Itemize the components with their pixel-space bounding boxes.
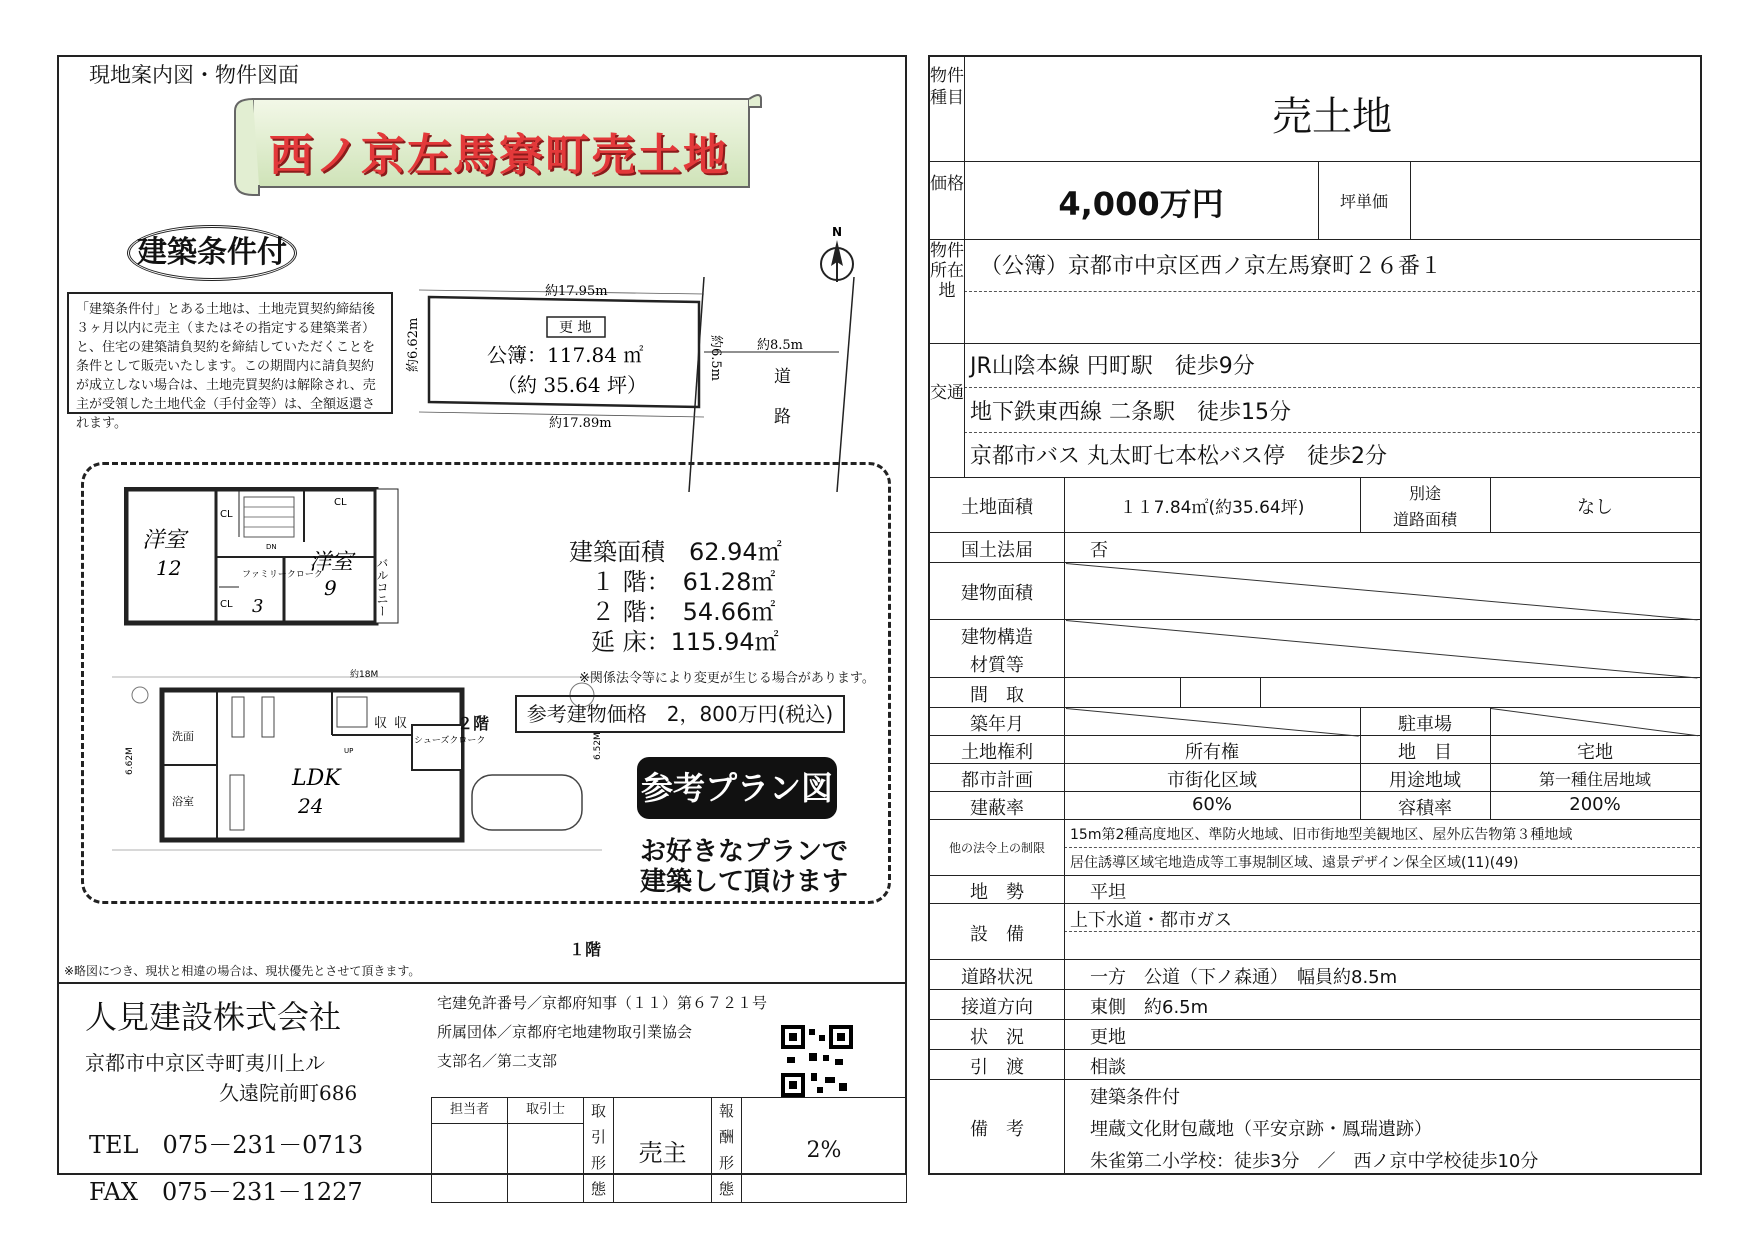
kokudo-label: 国土法届 (961, 540, 1033, 561)
youseki-value: 200% (1569, 794, 1621, 815)
f2-dn: DN (266, 543, 277, 551)
hikiwatashi-value: 相談 (1090, 1057, 1126, 1078)
reference-price: 参考建物価格 2，800万円(税込) (515, 695, 845, 733)
area-note: ※関係法令等により変更が生じる場合があります。 (579, 671, 875, 686)
biko-3: 朱雀第二小学校：徒歩3分 ／ 西ノ京中学校徒歩10分 (1090, 1151, 1539, 1172)
building-area: 建築面積 62.94㎡ (569, 538, 782, 566)
floor2-area: ２ 階： 54.66㎡ (591, 598, 776, 626)
biko-1: 建築条件付 (1090, 1087, 1180, 1108)
f2-closet-size: 3 (252, 596, 264, 617)
floor1-label: １階 (569, 940, 602, 959)
rights-value: 所有権 (1185, 742, 1239, 763)
road-value: 一方 公道（下ノ森通） 幅員約8.5m (1090, 967, 1398, 988)
condition-note: 「建築条件付」とある土地は、土地売買契約締結後３ヶ月以内に売主（またはその指定する建築業者）と、住宅の建築請負契約を締結していただくことを条件として販売いたします。この期間内に請負契約が成立しない場合は、土地売買契約は解除され、売主が受領した土地代金（手付金等）は、全額返還されます。 (67, 292, 393, 414)
structure-label-2: 材質等 (970, 655, 1024, 676)
qr-code-icon (781, 1025, 853, 1097)
agent-cell (508, 1124, 584, 1203)
jokyo-label: 状 況 (970, 1027, 1024, 1048)
price-label: 価格 (930, 174, 964, 194)
company-name: 人見建設株式会社 (85, 998, 342, 1036)
setsudo-value: 東側 約6.5m (1090, 997, 1209, 1018)
fee-value: 2% (742, 1098, 907, 1203)
price-value: 4,000万円 (1058, 185, 1224, 223)
map-left-length: 約6.62m (406, 317, 421, 372)
other-law-1: 15m第2種高度地区、準防火地域、旧市街地型美観地区、屋外広告物第３種地域 (1070, 827, 1573, 843)
f1-storage-1: 収 (374, 716, 388, 731)
youseki-label: 容積率 (1398, 798, 1452, 819)
location-value: （公簿）京都市中京区西ノ京左馬寮町２６番１ (980, 254, 1443, 279)
f1-depth-right: 6.52M (593, 732, 603, 760)
license-association: 所属団体／京都府宅地建物取引業協会 (437, 1023, 693, 1041)
f2-cl-1: CL (220, 509, 233, 520)
banner-title: 西ノ京左馬寮町売土地 (269, 130, 729, 181)
youto-value: 第一種住居地域 (1538, 770, 1651, 789)
f1-ldk-size: 24 (298, 794, 324, 818)
f2-cl-3: CL (334, 497, 347, 508)
type-value: 売土地 (1272, 94, 1392, 140)
left-panel (57, 55, 907, 1206)
f2-room2-size: 9 (324, 576, 337, 600)
rights-label: 土地権利 (961, 742, 1033, 763)
youto-label: 用途地域 (1389, 770, 1461, 791)
deal-table (431, 1097, 907, 1203)
f1-wash: 洗面 (172, 730, 194, 743)
road-area-label-2: 道路面積 (1392, 510, 1457, 529)
building-area-label: 建物面積 (961, 583, 1033, 604)
other-law-label: 他の法令上の制限 (948, 841, 1045, 855)
deal-type-value: 売主 (614, 1098, 712, 1203)
transport-3: 京都市バス 丸太町七本松バス停 徒歩2分 (970, 444, 1387, 469)
f1-bath: 浴室 (172, 795, 194, 808)
floor1-area: １ 階： 61.28㎡ (591, 568, 776, 596)
kenpei-label: 建蔽率 (970, 798, 1024, 819)
north-arrow-icon (819, 222, 859, 322)
transport-1: JR山陰本線 円町駅 徒歩9分 (970, 354, 1255, 379)
agent-header: 取引士 (508, 1098, 584, 1124)
setsubi-value: 上下水道・都市ガス (1070, 910, 1232, 931)
section-title: 現地案内図・物件図面 (89, 63, 299, 87)
madori-label: 間 取 (970, 685, 1024, 706)
map-lot-label: 更 地 (559, 320, 592, 336)
staff-header: 担当者 (432, 1098, 508, 1124)
chimoku-value: 宅地 (1577, 742, 1613, 763)
type-label: 物件種目 (930, 66, 964, 108)
staff-cell (432, 1124, 508, 1203)
road-area-label-1: 別途 (1408, 484, 1441, 503)
kenpei-value: 60% (1191, 794, 1232, 815)
parking-label: 駐車場 (1398, 714, 1452, 735)
map-area-line1: 公簿：117.84 ㎡ (487, 343, 644, 367)
transport-2: 地下鉄東西線 二条駅 徒歩15分 (970, 400, 1291, 425)
f1-ldk-label: LDK (292, 766, 341, 791)
chimoku-label: 地 目 (1398, 742, 1452, 763)
f2-cl-2: CL (220, 599, 233, 610)
map-road-label-2: 路 (774, 407, 791, 427)
deal-type-header: 取引形態 (584, 1098, 614, 1203)
kokudo-value: 否 (1090, 540, 1108, 561)
f1-shoes: シューズクローク (414, 736, 486, 746)
company-fax: FAX 075－231－1227 (89, 1178, 363, 1206)
transport-label: 交通 (930, 383, 964, 403)
chisei-label: 地 勢 (970, 882, 1024, 903)
chisei-value: 平坦 (1090, 882, 1126, 903)
other-law-2: 居住誘導区域宅地造成等工事規制区域、遠景デザイン保全区域(11)(49) (1070, 855, 1519, 871)
condition-badge: 建築条件付 (127, 225, 297, 281)
company-address-1: 京都市中京区寺町夷川上ル (85, 1051, 325, 1075)
f1-width: 約18M (350, 670, 379, 680)
map-bottom-length: 約17.89m (549, 416, 612, 431)
floor2-label: ２階 (457, 714, 490, 733)
f1-depth-left: 6.62M (125, 747, 135, 775)
area-info (569, 537, 859, 657)
toshi-value: 市街化区域 (1167, 770, 1257, 791)
biko-2: 埋蔵文化財包蔵地（平安京跡・鳳瑞遺跡） (1090, 1119, 1432, 1140)
map-road-label-1: 道 (774, 367, 791, 387)
f2-room2-label: 洋室 (309, 550, 354, 575)
map-top-length: 約17.95m (545, 284, 608, 299)
road-label: 道路状況 (961, 967, 1033, 988)
map-area-line2: （約 35.64 坪） (497, 373, 647, 397)
built-label: 築年月 (970, 714, 1024, 735)
location-label: 物件所在地 (930, 241, 964, 301)
map-road-width: 約8.5m (757, 338, 804, 353)
f2-balcony: バルコニー (375, 557, 389, 617)
company-address-2: 久遠院前町686 (219, 1081, 358, 1105)
company-tel: TEL 075－231－0713 (89, 1131, 364, 1159)
f2-room1-label: 洋室 (142, 528, 187, 553)
setsubi-label: 設 備 (970, 924, 1024, 945)
plan-label: 参考プラン図 (637, 757, 837, 819)
map-right-length: 約6.5m (708, 335, 723, 382)
total-floor-area: 延 床：115.94㎡ (591, 628, 779, 656)
rough-note: ※略図につき、現状と相違の場合は、現状優先とさせて頂きます。 (64, 964, 421, 978)
f2-closet-label: ファミリークローク (242, 570, 323, 580)
license-branch: 支部名／第二支部 (437, 1052, 558, 1070)
tsubo-label: 坪単価 (1339, 192, 1388, 211)
license-number: 宅建免許番号／京都府知事（１１）第６７２１号 (437, 994, 768, 1012)
plan-subtext: お好きなプランで建築して頂けます (639, 837, 848, 897)
footer-divider (59, 982, 905, 984)
f2-room1-size: 12 (156, 556, 182, 580)
land-area-value: １１7.84㎡(約35.64坪) (1119, 498, 1305, 518)
north-label: N (832, 225, 843, 239)
setsudo-label: 接道方向 (961, 997, 1033, 1018)
biko-label: 備 考 (970, 1119, 1024, 1140)
floor-plan-2f (124, 487, 424, 637)
toshi-label: 都市計画 (961, 770, 1033, 791)
road-area-value: なし (1577, 497, 1613, 518)
structure-label-1: 建物構造 (961, 627, 1033, 648)
license-info (437, 989, 767, 1076)
property-info-table (928, 55, 1702, 1175)
site-map (399, 222, 869, 492)
f1-storage-2: 収 (394, 716, 408, 731)
hikiwatashi-label: 引 渡 (970, 1057, 1024, 1078)
fee-type-header: 報酬形態 (712, 1098, 742, 1203)
jokyo-value: 更地 (1090, 1027, 1126, 1048)
land-area-label: 土地面積 (961, 497, 1033, 518)
f1-up: UP (344, 747, 354, 755)
